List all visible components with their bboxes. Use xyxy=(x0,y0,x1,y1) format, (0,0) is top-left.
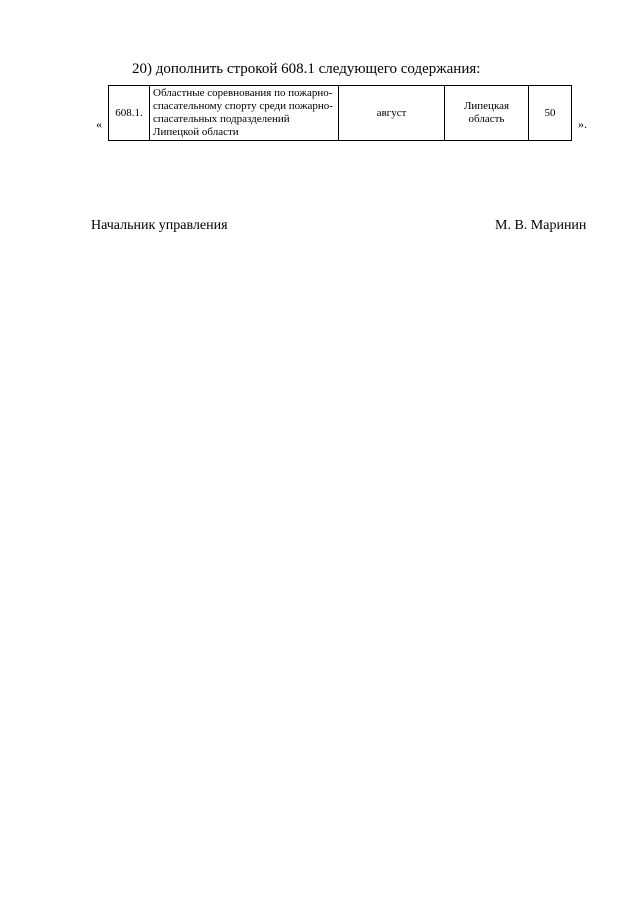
participant-count-cell: 50 xyxy=(529,86,572,141)
opening-quote: « xyxy=(96,117,102,131)
signatory-name: М. В. Маринин xyxy=(495,218,587,233)
event-month-cell: август xyxy=(339,86,445,141)
closing-quote: ». xyxy=(578,117,587,131)
event-name-cell: Областные соревнования по пожарно-спасательному спорту среди пожарно-спасательных подразделений Липецкой области xyxy=(150,86,339,141)
inserted-row-table xyxy=(108,85,572,141)
table-row xyxy=(109,86,572,141)
amendment-intro: 20) дополнить строкой 608.1 следующего содержания: xyxy=(132,61,481,77)
event-place-cell: Липецкая область xyxy=(445,86,529,141)
row-number-cell: 608.1. xyxy=(109,86,150,141)
signatory-position: Начальник управления xyxy=(91,218,228,233)
